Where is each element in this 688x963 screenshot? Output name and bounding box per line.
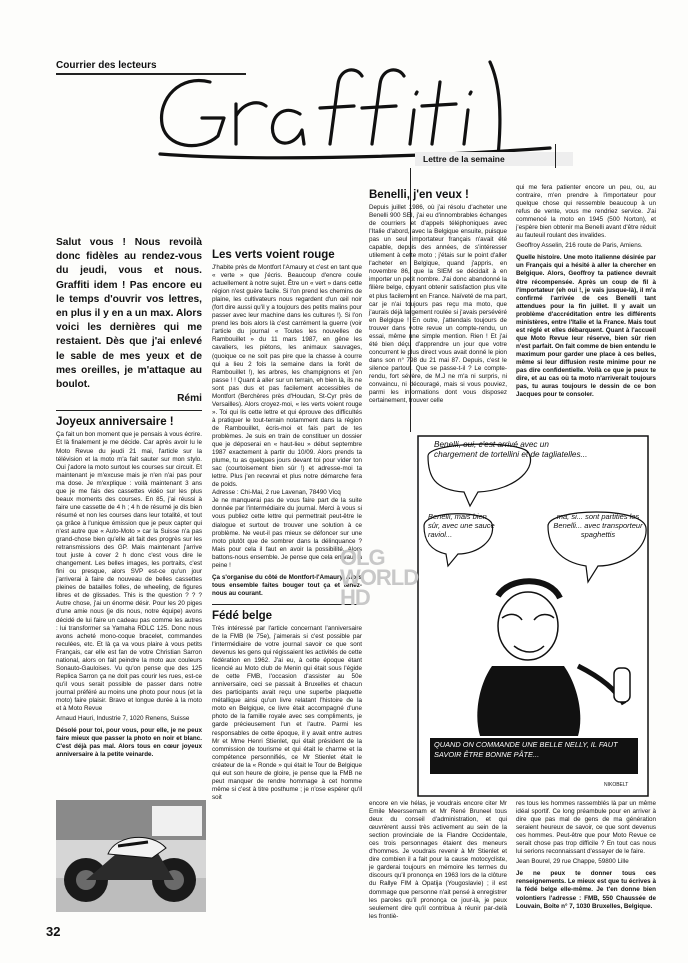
benelli-signature: Geoffroy Asselin, 216 route de Paris, Amiens.: [516, 242, 643, 250]
heading-verts: Les verts voient rouge: [212, 249, 335, 261]
letter-of-week-banner: Lettre de la semaine: [415, 152, 573, 166]
fede-body: Très intéressé par l'article concernant l'anniversaire de la FMB (le 75e), j'aimerais si c'est possible par l'intermédiaire de votre journal savoir ce que sont devenus les gens qui régissaient les activités de cette fédération en 1962. J'ai eu, à cette époque étant licencié au Moto club de Menin qui était sous l'égide de cette FMB, l'occasion d'assister au 50e anniversaire, ceci se passait à Bruxelles et chacun des participants avait reçu une superbe plaquette métallique ainsi qu'un livre relatant l'histoire de la moto en Belgique, ce livre était accompagné d'une photo de la famille royale avec ses compliments, je garde précieusement l'un et l'autre. Parmi les responsables de cette époque, il y avait entre autres Mr et Mme Henri Stienlet, qui était président de la commission de tourisme et qui était le charme et la compétence personnifiés, ce Mr Stienlet était le créateur de la « Ronde » qui était le Tour de Belgique qui eut son heure de gloire, je pense que la FMB ne peut manquer de rendre hommage à cet homme même si c'est à titre posthume ; je n'ose espérer qu'il soit: [212, 624, 362, 801]
column-1: [56, 236, 202, 759]
heading-joyeux: Joyeux anniversaire !: [56, 416, 174, 429]
verts-body2: Je ne manquerai pas de vous faire part de la suite donnée par l'intermédiaire du journal. Merci à vous si vous publiez cette lettre qui permettrait peut-être le dialogue et surtout de trouver une solution à ce problème. Ne veut-il pas mieux se défoncer sur une moto plutôt que de sombrer dans la délinquance ? Mais pour cela il faut en avoir la possibilité. Alors battons-nous ensemble. Je pense que cela en vaut la peine !: [212, 497, 362, 569]
cartoon-bubble-3: ma, si... sont partities les Benelli... avec transporteur spaghettis: [553, 512, 643, 539]
section-label: Courrier des lecteurs: [56, 60, 157, 71]
fede-signature: Jean Bourel, 29 rue Chappe, 59800 Lille: [516, 858, 629, 866]
verts-reply: Ça s'organise du côté de Montfort-l'Amaury. Alors tous ensemble faites bouger tout ça et tenez-nous au courant.: [212, 573, 362, 597]
verts-address: Adresse : Chi-Mai, 2 rue Lavenan, 78490 Vicq: [212, 489, 341, 497]
fede-body-col4: res tous les hommes rassemblés là par un même idéal sportif. Ce long préambule pour en arriver à dire que pas mal de gens de ma génération seraient heureux de savoir, ce que sont devenus ces hommes. Peut-être que pour Moto Revue ce serait chose pas trop difficile ? En tout cas nous lui serions reconnaissant d'essayer de le faire.: [516, 800, 656, 856]
benelli-reply: Quelle histoire. Une moto italienne désirée par un Français qui a hésité à aller la chercher en Belgique. Alors, Geoffroy ta patience devrait être récompensée. Après un coup de fil à l'importateur (eh oui !, je vais jusque-là), il m'a confirmé l'arrivée de ces Benelli tant attendues pour la fin juillet. Il y avait un problème d'accréditation entre les différents ministères, entre l'Italie et la France. Mais tout est réglé et elles débarquent. Quant à l'accueil que Moto Revue leur réserve, bien sûr rien n'est parfait. On fait comme de bien entendu le maximum pour garder une place à ces belles, même si leur diffusion reste minime pour ne pas dire confidentielle. Voilà ce que je peux te dire, et au cas où ta moto n'arriverait toujours pas, tu auras toujours le dessin de ce bon Jacques pour te consoler.: [516, 254, 656, 399]
benelli-body: Depuis juillet 1986, où j'ai résolu d'acheter une Benelli 900 SEI, j'ai eu d'innombrables échanges de courriers et d'appels téléphoniques avec l'Italie d'abord, avec la Belgique ensuite, puisque pas un seul importateur français n'avait été capable, depuis des années, de s'intéresser utilement à cette moto ; j'étais sur le point d'aller l'acheter en Belgique, quand j'appris, en novembre 86, que la SIEM se décidait à en importer un petit nombre. J'ai donc abandonné la filière belge, croyant obtenir satisfaction plus vite et plus facilement en France. Naïveté de ma part, car je n'ai toujours pas reçu ma moto, que j'aurais déjà largement roulée si j'avais persévéré en Belgique ! En outre, j'attendais toujours de trouver dans votre revue un compte-rendu, un essai, même une simple mention. Rien ! Et j'ai été bien déçu d'apprendre un jour que votre concurrent le plus direct vous avait donné le pion dans son n° 798 du 21 mai 87. Depuis, c'est le silence partout. Que se passe-t-il ? Le compte-rendu, fort sévère, de M.J ne m'a ni surpris, ni convaincu, ni découragé, mais si vous pouviez, parmi les informations dont vous disposez certainement, trouver celle: [369, 204, 507, 405]
column-4-bottom: [516, 800, 656, 911]
intro-rule: [56, 410, 202, 411]
verts-body: J'habite près de Montfort l'Amaury et c'est en tant que « verte » que j'écris. Beaucoup d'encre coule actuellement à notre sujet. Être un « vert » dans cette région n'est guère facile. Si l'on prend les chemins de plaine, les cultivateurs nous regardent d'un œil noir (fort dire aussi qu'il y a toujours des petits malins pour passer avec leur machine dans les cultures !). Si l'on prend les bois alors là c'est carrément la guerre (voir l'article du journal « Toutes les nouvelles de Rambouillet » du 11 mars 1987, en gêne les cavaliers, les piétons, les animaux sauvages, (quoique ce ne soit pas pire que la chasse à courre qui a lieu 2 fois la semaine dans la forêt de Rambouillet !), les arbres, les champignons et j'en passe ! ! Quant à aller sur un terrain, eh bien là, ils ne sont pas dus et pas facilement accessibles de Montfort (Berchères près d'Houdan, St-Cyr près de Versailles). Alors croyez-moi, « les verts voient rouge ». Toi qui lis cette lettre et qui éprouve des difficultés à pratiquer le tout-terrain notamment dans la région de Rambouillet, écris-moi et fais part de tes problèmes. Je suis en train de constituer un dossier que je déposerai en « haut-lieu » début septembre 1987 exactement à partir du 10/09. Alors prends ta plume, tu as quelques jours devant toi pour vider ton sac (courtoisement bien sûr !) et adresse-moi ta lettre. Plus j'en recevrai et plus notre démarche fera de poids.: [212, 264, 362, 489]
fede-reply: Je ne peux te donner tous ces renseignements. Le mieux est que tu écrives à la fédé belge elle-même. Je t'en donne bien volontiers l'adresse : FMB, 550 Chaussée de Louvain, Boîte n° 7, 1030 Bruxelles, Belgique.: [516, 870, 656, 910]
motorcycle-photo: [56, 800, 206, 912]
heading-fede: Fédé belge: [212, 609, 273, 622]
svg-text:Graffiti: Graffiti: [350, 29, 632, 125]
cartoon-artist: NIKOBELT: [604, 782, 629, 788]
watermark: OLG WORLD HD: [340, 545, 419, 610]
column-3-top: [369, 184, 507, 405]
graffiti-title-logo: [140, 29, 632, 164]
benelli-body-col4: qui me fera patienter encore un peu, ou, au contraire, m'en prendre à l'importateur pour quelque chose qui ressemble beaucoup à un refus de vente, vous me rendriez service. J'ai commencé la moto en 1945 (500 Norton), et j'espère bien obtenir ma Benelli avant d'être réduit au fauteuil roulant des invalides.: [516, 184, 656, 240]
joyeux-reply: Désolé pour toi, pour vous, pour elle, je ne peux faire mieux que passer la photo en noir et blanc. C'est déjà pas mal. Alors tous en cœur joyeux anniversaire à la petite veinarde.: [56, 727, 202, 759]
column-4-top: [516, 184, 656, 399]
svg-text:.: .: [537, 467, 539, 474]
joyeux-body: Ça fait un bon moment que je pensais à vous écrire. Et là finalement je me décide. Car après avoir lu le Moto Revue du jeudi 21 mai, l'article sur la télévision et la moto m'a fait sauter sur mon stylo. Oui j'adore la moto surtout les courses sur circuit. Et maintenant je m'excuse mais je n'en n'ai pas pour ma dose. Je m'explique : voilà maintenant 3 ans que je me fais des cassettes vidéo sur les plus beaux moments des courses. En 85, j'ai réussi à faire une cassette de 4 h ; 4 h de résumé je dis bien résumé et non les courses dans leur totalité, et tout ça grâce à l'unique émission que je peux capter qui n'est autre que « Auto-Moto » car la Suisse n'a pas grand-chose bien qu'elle ait fait des progrès sur les retransmissions des GP. Mais maintenant j'arrive tout juste à cover 2 h donc c'est vous dire le changement. Les belles images, les portraits, c'est fini ou presque, alors SVP est-ce qu'un jour j'arriverai à faire de nouveau de belles cassettes pleines de batailles folles, de wheeling, de figures libres et de glissades. This is the question ? ? ? Autre chose, j'ai un énorme désir. Pour les 20 piges d'une amie nous (je dis nous, notre équipe) avons décidé de lui faire un cadeau pas comme les autres : lui transformer sa Yamaha RDLC 125. Donc nous avons acheté mono-coque bracelet, commandes reculées, etc. Et là ça va vous plaire à vous petits Français, car elle est fan de votre Christian Sarron national, alors on fait peindre la moto aux couleurs Sonauto-Gauloises. Vu qu'on pense que des 125 Replica Sarron ça ne doit pas courir les rues, est-ce qu'il vous serait possible de passer dans notre journal préféré au moins une photo pour nous (et la moto) faire plaisir. Bravo et longue durée à la moto et à Moto Revue: [56, 431, 202, 713]
column-2: [212, 244, 362, 802]
intro-text: Salut vous ! Nous revoilà donc fidèles au rendez-vous du jeudi, vous et nous. Graffiti idem ! Pas encore eu le temps d'ouvrir vos lettres, en plus il y en a un max. Alors voici les dernières qui me restaient. Dès que j'ai enlevé le sable de mes yeux et de mes oreilles, je m'attaque au boulot.: [56, 237, 202, 391]
heading-benelli: Benelli, j'en veux !: [369, 189, 469, 201]
cartoon-bubble-2: Benelli, mais bien sûr, avec une sauce raviol...: [428, 512, 495, 539]
page-number: 32: [46, 924, 61, 939]
joyeux-signature: Arnaud Hauri, Industrie 7, 1020 Renens, Suisse: [56, 715, 190, 723]
cartoon-caption: QUAND ON COMMANDE UNE BELLE NELLY, IL FAUT SAVOIR ÊTRE BONNE PÂTE...: [434, 740, 618, 759]
intro-signature: Rémi: [177, 393, 202, 405]
column-3-bottom: [369, 800, 507, 921]
cartoon-bubble-1: Benelli, oui, c'est arrivé avec un chargement de tortellini et de tagliatelles...: [434, 440, 588, 459]
banner-divider: [555, 144, 556, 168]
fede-body-col3: encore en vie hélas, je voudrais encore citer Mr Emile Meerssemam et Mr René Bruneel tous deux du conseil d'administration, et qui œuvrèrent aussi très activement au sein de la section provinciale de la Flandre Occidentale, ces trois personnages étaient des meneurs d'hommes. Je voudrais revenir à Mr Stienlet et dire combien il a fait pour la cause motocycliste, je garderai toujours en mémoire les termes du discours qu'il prononça en 1963 lors de la clôture du Rallye FIM à Opatija (Yougoslavie) ; il est dommage que personne n'ait pensé à enregistrer les paroles qu'il prononça ce jour-là, je peux seulement dire qu'il contribua à réunir par-delà les frontiè-: [369, 800, 507, 920]
